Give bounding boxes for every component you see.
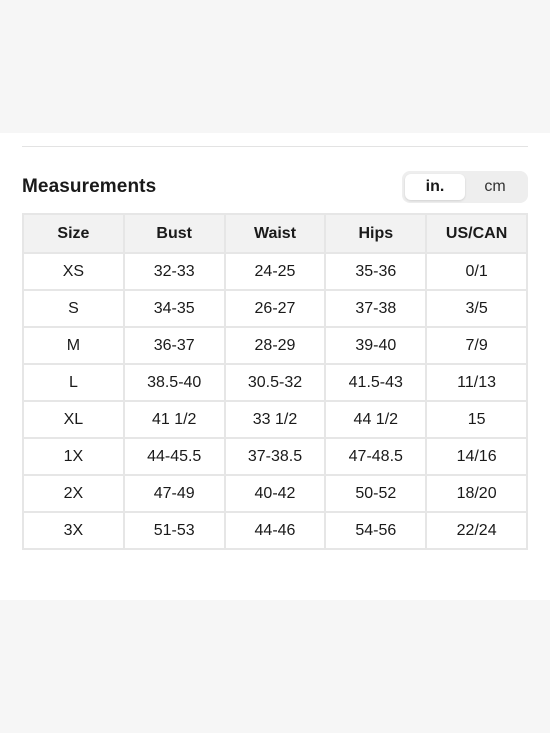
table-row [23, 512, 527, 549]
table-cell: 47-49 [124, 475, 225, 512]
table-cell: 11/13 [426, 364, 527, 401]
table-cell: XL [23, 401, 124, 438]
table-row [23, 438, 527, 475]
table-row [23, 364, 527, 401]
table-cell: M [23, 327, 124, 364]
table-cell: 1X [23, 438, 124, 475]
column-header-bust: Bust [124, 214, 225, 253]
table-cell: 24-25 [225, 253, 326, 290]
table-cell: 18/20 [426, 475, 527, 512]
table-cell: 32-33 [124, 253, 225, 290]
measurements-header [22, 171, 528, 205]
table-cell: 2X [23, 475, 124, 512]
measurements-title: Measurements [22, 176, 157, 197]
unit-inches-button[interactable]: in. [405, 174, 465, 200]
column-header-waist: Waist [225, 214, 326, 253]
table-cell: 44 1/2 [325, 401, 426, 438]
table-cell: 50-52 [325, 475, 426, 512]
unit-cm-button[interactable]: cm [484, 178, 506, 195]
column-header-hips: Hips [325, 214, 426, 253]
table-cell: 37-38 [325, 290, 426, 327]
unit-toggle [402, 171, 528, 203]
measurements-card [0, 133, 550, 600]
table-cell: 14/16 [426, 438, 527, 475]
table-cell: 47-48.5 [325, 438, 426, 475]
table-row [23, 401, 527, 438]
table-cell: 30.5-32 [225, 364, 326, 401]
table-cell: 33 1/2 [225, 401, 326, 438]
table-cell: S [23, 290, 124, 327]
table-cell: 54-56 [325, 512, 426, 549]
table-cell: L [23, 364, 124, 401]
table-cell: 7/9 [426, 327, 527, 364]
table-cell: 28-29 [225, 327, 326, 364]
table-cell: 41 1/2 [124, 401, 225, 438]
column-header-us-can: US/CAN [426, 214, 527, 253]
table-cell: 44-45.5 [124, 438, 225, 475]
column-header-size: Size [23, 214, 124, 253]
table-row [23, 475, 527, 512]
table-cell: 35-36 [325, 253, 426, 290]
table-cell: 34-35 [124, 290, 225, 327]
table-cell: 38.5-40 [124, 364, 225, 401]
table-cell: 41.5-43 [325, 364, 426, 401]
top-blank-area [0, 0, 550, 133]
table-header-row [23, 214, 527, 253]
table-cell: 36-37 [124, 327, 225, 364]
table-cell: 26-27 [225, 290, 326, 327]
table-row [23, 327, 527, 364]
table-cell: 3/5 [426, 290, 527, 327]
divider [22, 146, 528, 147]
bottom-blank-area [0, 600, 550, 733]
table-cell: 40-42 [225, 475, 326, 512]
table-cell: 51-53 [124, 512, 225, 549]
table-cell: XS [23, 253, 124, 290]
table-cell: 15 [426, 401, 527, 438]
size-chart-table [22, 213, 528, 550]
table-cell: 0/1 [426, 253, 527, 290]
table-cell: 22/24 [426, 512, 527, 549]
table-row [23, 253, 527, 290]
table-row [23, 290, 527, 327]
table-cell: 39-40 [325, 327, 426, 364]
table-cell: 3X [23, 512, 124, 549]
table-cell: 44-46 [225, 512, 326, 549]
table-cell: 37-38.5 [225, 438, 326, 475]
